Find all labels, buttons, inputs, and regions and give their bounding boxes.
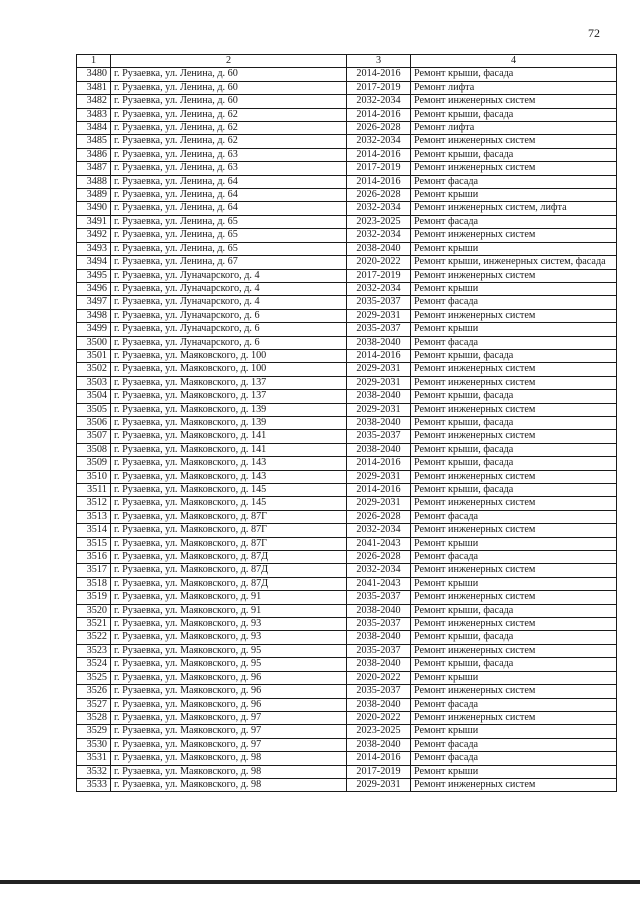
work-type-cell: Ремонт инженерных систем xyxy=(411,95,617,108)
row-number-cell: 3489 xyxy=(77,189,111,202)
table-row xyxy=(77,725,617,738)
work-type-cell: Ремонт инженерных систем xyxy=(411,497,617,510)
period-cell: 2035-2037 xyxy=(347,323,411,336)
row-number-cell: 3484 xyxy=(77,122,111,135)
row-number-cell: 3527 xyxy=(77,698,111,711)
row-number-cell: 3494 xyxy=(77,256,111,269)
table-row xyxy=(77,95,617,108)
row-number-cell: 3508 xyxy=(77,443,111,456)
table-row xyxy=(77,510,617,523)
period-cell: 2038-2040 xyxy=(347,416,411,429)
row-number-cell: 3520 xyxy=(77,604,111,617)
scan-bottom-edge xyxy=(0,880,640,884)
work-type-cell: Ремонт крыши xyxy=(411,282,617,295)
address-cell: г. Рузаевка, ул. Ленина, д. 60 xyxy=(111,81,347,94)
period-cell: 2038-2040 xyxy=(347,443,411,456)
row-number-cell: 3515 xyxy=(77,537,111,550)
address-cell: г. Рузаевка, ул. Ленина, д. 65 xyxy=(111,215,347,228)
address-cell: г. Рузаевка, ул. Маяковского, д. 100 xyxy=(111,349,347,362)
work-type-cell: Ремонт инженерных систем xyxy=(411,618,617,631)
period-cell: 2014-2016 xyxy=(347,108,411,121)
row-number-cell: 3503 xyxy=(77,376,111,389)
row-number-cell: 3493 xyxy=(77,242,111,255)
table-row xyxy=(77,202,617,215)
table-row xyxy=(77,671,617,684)
work-type-cell: Ремонт крыши, фасада xyxy=(411,484,617,497)
period-cell: 2026-2028 xyxy=(347,551,411,564)
work-type-cell: Ремонт инженерных систем xyxy=(411,309,617,322)
table-row xyxy=(77,577,617,590)
work-type-cell: Ремонт крыши xyxy=(411,323,617,336)
period-cell: 2035-2037 xyxy=(347,296,411,309)
address-cell: г. Рузаевка, ул. Маяковского, д. 97 xyxy=(111,711,347,724)
row-number-cell: 3529 xyxy=(77,725,111,738)
address-cell: г. Рузаевка, ул. Маяковского, д. 98 xyxy=(111,765,347,778)
period-cell: 2035-2037 xyxy=(347,591,411,604)
work-type-cell: Ремонт инженерных систем xyxy=(411,591,617,604)
address-cell: г. Рузаевка, ул. Маяковского, д. 141 xyxy=(111,430,347,443)
row-number-cell: 3532 xyxy=(77,765,111,778)
address-cell: г. Рузаевка, ул. Маяковского, д. 87Г xyxy=(111,537,347,550)
repair-schedule-table xyxy=(76,54,617,792)
row-number-cell: 3487 xyxy=(77,162,111,175)
table-row xyxy=(77,108,617,121)
table-row xyxy=(77,765,617,778)
row-number-cell: 3490 xyxy=(77,202,111,215)
table-row xyxy=(77,229,617,242)
address-cell: г. Рузаевка, ул. Маяковского, д. 139 xyxy=(111,416,347,429)
row-number-cell: 3510 xyxy=(77,470,111,483)
table-row xyxy=(77,175,617,188)
period-cell: 2020-2022 xyxy=(347,256,411,269)
table-row xyxy=(77,215,617,228)
row-number-cell: 3531 xyxy=(77,752,111,765)
row-number-cell: 3506 xyxy=(77,416,111,429)
table-row xyxy=(77,122,617,135)
row-number-cell: 3480 xyxy=(77,68,111,81)
address-cell: г. Рузаевка, ул. Ленина, д. 65 xyxy=(111,229,347,242)
period-cell: 2038-2040 xyxy=(347,390,411,403)
period-cell: 2032-2034 xyxy=(347,524,411,537)
work-type-cell: Ремонт крыши, инженерных систем, фасада xyxy=(411,256,617,269)
table-row xyxy=(77,497,617,510)
table-row xyxy=(77,336,617,349)
address-cell: г. Рузаевка, ул. Маяковского, д. 91 xyxy=(111,604,347,617)
work-type-cell: Ремонт крыши, фасада xyxy=(411,68,617,81)
table-row xyxy=(77,148,617,161)
address-cell: г. Рузаевка, ул. Маяковского, д. 93 xyxy=(111,618,347,631)
period-cell: 2038-2040 xyxy=(347,604,411,617)
row-number-cell: 3521 xyxy=(77,618,111,631)
period-cell: 2041-2043 xyxy=(347,577,411,590)
address-cell: г. Рузаевка, ул. Маяковского, д. 97 xyxy=(111,725,347,738)
work-type-cell: Ремонт инженерных систем xyxy=(411,524,617,537)
work-type-cell: Ремонт крыши, фасада xyxy=(411,416,617,429)
row-number-cell: 3505 xyxy=(77,403,111,416)
row-number-cell: 3495 xyxy=(77,269,111,282)
work-type-cell: Ремонт фасада xyxy=(411,336,617,349)
address-cell: г. Рузаевка, ул. Ленина, д. 64 xyxy=(111,189,347,202)
period-cell: 2032-2034 xyxy=(347,282,411,295)
table-row xyxy=(77,470,617,483)
row-number-cell: 3516 xyxy=(77,551,111,564)
period-cell: 2032-2034 xyxy=(347,202,411,215)
header-cell-address: 2 xyxy=(111,55,347,68)
address-cell: г. Рузаевка, ул. Ленина, д. 64 xyxy=(111,175,347,188)
address-cell: г. Рузаевка, ул. Маяковского, д. 87Г xyxy=(111,510,347,523)
row-number-cell: 3513 xyxy=(77,510,111,523)
table-row xyxy=(77,309,617,322)
period-cell: 2014-2016 xyxy=(347,752,411,765)
table-row xyxy=(77,296,617,309)
period-cell: 2014-2016 xyxy=(347,68,411,81)
address-cell: г. Рузаевка, ул. Луначарского, д. 6 xyxy=(111,336,347,349)
work-type-cell: Ремонт лифта xyxy=(411,81,617,94)
address-cell: г. Рузаевка, ул. Маяковского, д. 137 xyxy=(111,376,347,389)
period-cell: 2038-2040 xyxy=(347,698,411,711)
header-cell-number: 1 xyxy=(77,55,111,68)
header-cell-work: 4 xyxy=(411,55,617,68)
table-row xyxy=(77,752,617,765)
period-cell: 2032-2034 xyxy=(347,135,411,148)
table-row xyxy=(77,323,617,336)
address-cell: г. Рузаевка, ул. Маяковского, д. 143 xyxy=(111,470,347,483)
work-type-cell: Ремонт крыши, фасада xyxy=(411,108,617,121)
work-type-cell: Ремонт крыши xyxy=(411,242,617,255)
period-cell: 2038-2040 xyxy=(347,631,411,644)
period-cell: 2029-2031 xyxy=(347,470,411,483)
table-row xyxy=(77,242,617,255)
address-cell: г. Рузаевка, ул. Маяковского, д. 145 xyxy=(111,484,347,497)
period-cell: 2023-2025 xyxy=(347,215,411,228)
header-cell-period: 3 xyxy=(347,55,411,68)
address-cell: г. Рузаевка, ул. Маяковского, д. 98 xyxy=(111,778,347,791)
period-cell: 2017-2019 xyxy=(347,162,411,175)
period-cell: 2038-2040 xyxy=(347,658,411,671)
row-number-cell: 3483 xyxy=(77,108,111,121)
row-number-cell: 3522 xyxy=(77,631,111,644)
period-cell: 2029-2031 xyxy=(347,778,411,791)
period-cell: 2041-2043 xyxy=(347,537,411,550)
row-number-cell: 3500 xyxy=(77,336,111,349)
row-number-cell: 3512 xyxy=(77,497,111,510)
period-cell: 2026-2028 xyxy=(347,510,411,523)
table-row xyxy=(77,430,617,443)
address-cell: г. Рузаевка, ул. Маяковского, д. 96 xyxy=(111,671,347,684)
row-number-cell: 3509 xyxy=(77,457,111,470)
period-cell: 2014-2016 xyxy=(347,148,411,161)
period-cell: 2014-2016 xyxy=(347,457,411,470)
period-cell: 2029-2031 xyxy=(347,309,411,322)
row-number-cell: 3507 xyxy=(77,430,111,443)
work-type-cell: Ремонт инженерных систем xyxy=(411,685,617,698)
work-type-cell: Ремонт крыши, фасада xyxy=(411,658,617,671)
table-row xyxy=(77,711,617,724)
table-row xyxy=(77,363,617,376)
address-cell: г. Рузаевка, ул. Маяковского, д. 141 xyxy=(111,443,347,456)
table-row xyxy=(77,631,617,644)
period-cell: 2035-2037 xyxy=(347,644,411,657)
work-type-cell: Ремонт фасада xyxy=(411,175,617,188)
page-number: 72 xyxy=(588,26,600,40)
table-row xyxy=(77,604,617,617)
address-cell: г. Рузаевка, ул. Маяковского, д. 87Д xyxy=(111,577,347,590)
table-row xyxy=(77,162,617,175)
work-type-cell: Ремонт крыши, фасада xyxy=(411,443,617,456)
table-row xyxy=(77,698,617,711)
work-type-cell: Ремонт фасада xyxy=(411,551,617,564)
period-cell: 2035-2037 xyxy=(347,685,411,698)
period-cell: 2017-2019 xyxy=(347,765,411,778)
address-cell: г. Рузаевка, ул. Ленина, д. 63 xyxy=(111,148,347,161)
table-body xyxy=(77,55,617,792)
address-cell: г. Рузаевка, ул. Луначарского, д. 4 xyxy=(111,269,347,282)
row-number-cell: 3502 xyxy=(77,363,111,376)
work-type-cell: Ремонт фасада xyxy=(411,215,617,228)
work-type-cell: Ремонт инженерных систем xyxy=(411,269,617,282)
row-number-cell: 3497 xyxy=(77,296,111,309)
row-number-cell: 3518 xyxy=(77,577,111,590)
table-row xyxy=(77,658,617,671)
period-cell: 2029-2031 xyxy=(347,403,411,416)
work-type-cell: Ремонт инженерных систем xyxy=(411,470,617,483)
period-cell: 2032-2034 xyxy=(347,564,411,577)
work-type-cell: Ремонт крыши, фасада xyxy=(411,457,617,470)
address-cell: г. Рузаевка, ул. Луначарского, д. 4 xyxy=(111,282,347,295)
work-type-cell: Ремонт фасада xyxy=(411,752,617,765)
work-type-cell: Ремонт инженерных систем xyxy=(411,711,617,724)
table-row xyxy=(77,256,617,269)
row-number-cell: 3498 xyxy=(77,309,111,322)
address-cell: г. Рузаевка, ул. Маяковского, д. 98 xyxy=(111,752,347,765)
row-number-cell: 3511 xyxy=(77,484,111,497)
row-number-cell: 3491 xyxy=(77,215,111,228)
address-cell: г. Рузаевка, ул. Ленина, д. 65 xyxy=(111,242,347,255)
period-cell: 2020-2022 xyxy=(347,711,411,724)
work-type-cell: Ремонт инженерных систем xyxy=(411,644,617,657)
address-cell: г. Рузаевка, ул. Луначарского, д. 6 xyxy=(111,309,347,322)
address-cell: г. Рузаевка, ул. Маяковского, д. 96 xyxy=(111,698,347,711)
row-number-cell: 3530 xyxy=(77,738,111,751)
address-cell: г. Рузаевка, ул. Ленина, д. 67 xyxy=(111,256,347,269)
row-number-cell: 3481 xyxy=(77,81,111,94)
period-cell: 2029-2031 xyxy=(347,376,411,389)
table-row xyxy=(77,269,617,282)
table-row xyxy=(77,390,617,403)
table-row xyxy=(77,443,617,456)
table-row xyxy=(77,349,617,362)
period-cell: 2026-2028 xyxy=(347,189,411,202)
work-type-cell: Ремонт инженерных систем xyxy=(411,229,617,242)
address-cell: г. Рузаевка, ул. Маяковского, д. 95 xyxy=(111,658,347,671)
row-number-cell: 3517 xyxy=(77,564,111,577)
table-row xyxy=(77,564,617,577)
row-number-cell: 3496 xyxy=(77,282,111,295)
work-type-cell: Ремонт крыши, фасада xyxy=(411,349,617,362)
address-cell: г. Рузаевка, ул. Ленина, д. 62 xyxy=(111,108,347,121)
row-number-cell: 3514 xyxy=(77,524,111,537)
period-cell: 2017-2019 xyxy=(347,269,411,282)
address-cell: г. Рузаевка, ул. Маяковского, д. 97 xyxy=(111,738,347,751)
work-type-cell: Ремонт крыши xyxy=(411,537,617,550)
work-type-cell: Ремонт фасада xyxy=(411,296,617,309)
row-number-cell: 3499 xyxy=(77,323,111,336)
address-cell: г. Рузаевка, ул. Маяковского, д. 100 xyxy=(111,363,347,376)
table-row xyxy=(77,403,617,416)
row-number-cell: 3492 xyxy=(77,229,111,242)
row-number-cell: 3486 xyxy=(77,148,111,161)
address-cell: г. Рузаевка, ул. Маяковского, д. 145 xyxy=(111,497,347,510)
period-cell: 2038-2040 xyxy=(347,336,411,349)
work-type-cell: Ремонт фасада xyxy=(411,698,617,711)
period-cell: 2038-2040 xyxy=(347,242,411,255)
address-cell: г. Рузаевка, ул. Ленина, д. 64 xyxy=(111,202,347,215)
address-cell: г. Рузаевка, ул. Луначарского, д. 6 xyxy=(111,323,347,336)
row-number-cell: 3524 xyxy=(77,658,111,671)
table-row xyxy=(77,484,617,497)
work-type-cell: Ремонт крыши xyxy=(411,577,617,590)
period-cell: 2014-2016 xyxy=(347,349,411,362)
work-type-cell: Ремонт крыши xyxy=(411,671,617,684)
work-type-cell: Ремонт фасада xyxy=(411,510,617,523)
work-type-cell: Ремонт инженерных систем xyxy=(411,363,617,376)
table-row xyxy=(77,778,617,791)
work-type-cell: Ремонт инженерных систем xyxy=(411,135,617,148)
work-type-cell: Ремонт инженерных систем xyxy=(411,376,617,389)
address-cell: г. Рузаевка, ул. Маяковского, д. 91 xyxy=(111,591,347,604)
address-cell: г. Рузаевка, ул. Маяковского, д. 139 xyxy=(111,403,347,416)
work-type-cell: Ремонт крыши xyxy=(411,725,617,738)
period-cell: 2032-2034 xyxy=(347,229,411,242)
table-row xyxy=(77,376,617,389)
period-cell: 2035-2037 xyxy=(347,430,411,443)
row-number-cell: 3482 xyxy=(77,95,111,108)
period-cell: 2017-2019 xyxy=(347,81,411,94)
address-cell: г. Рузаевка, ул. Ленина, д. 63 xyxy=(111,162,347,175)
address-cell: г. Рузаевка, ул. Маяковского, д. 143 xyxy=(111,457,347,470)
address-cell: г. Рузаевка, ул. Ленина, д. 60 xyxy=(111,95,347,108)
address-cell: г. Рузаевка, ул. Луначарского, д. 4 xyxy=(111,296,347,309)
period-cell: 2038-2040 xyxy=(347,738,411,751)
work-type-cell: Ремонт инженерных систем xyxy=(411,430,617,443)
address-cell: г. Рузаевка, ул. Маяковского, д. 137 xyxy=(111,390,347,403)
period-cell: 2032-2034 xyxy=(347,95,411,108)
table-row xyxy=(77,537,617,550)
period-cell: 2014-2016 xyxy=(347,175,411,188)
work-type-cell: Ремонт крыши, фасада xyxy=(411,148,617,161)
row-number-cell: 3504 xyxy=(77,390,111,403)
row-number-cell: 3488 xyxy=(77,175,111,188)
table-row xyxy=(77,68,617,81)
table-row xyxy=(77,591,617,604)
table-row xyxy=(77,551,617,564)
work-type-cell: Ремонт лифта xyxy=(411,122,617,135)
table-row xyxy=(77,81,617,94)
work-type-cell: Ремонт крыши, фасада xyxy=(411,631,617,644)
period-cell: 2029-2031 xyxy=(347,497,411,510)
row-number-cell: 3525 xyxy=(77,671,111,684)
row-number-cell: 3523 xyxy=(77,644,111,657)
row-number-cell: 3485 xyxy=(77,135,111,148)
table-header-row xyxy=(77,55,617,68)
table-row xyxy=(77,416,617,429)
row-number-cell: 3533 xyxy=(77,778,111,791)
period-cell: 2020-2022 xyxy=(347,671,411,684)
address-cell: г. Рузаевка, ул. Маяковского, д. 95 xyxy=(111,644,347,657)
table-row xyxy=(77,457,617,470)
table-row xyxy=(77,738,617,751)
period-cell: 2035-2037 xyxy=(347,618,411,631)
work-type-cell: Ремонт крыши xyxy=(411,189,617,202)
address-cell: г. Рузаевка, ул. Ленина, д. 60 xyxy=(111,68,347,81)
address-cell: г. Рузаевка, ул. Маяковского, д. 96 xyxy=(111,685,347,698)
work-type-cell: Ремонт инженерных систем xyxy=(411,778,617,791)
table-row xyxy=(77,524,617,537)
table-row xyxy=(77,618,617,631)
work-type-cell: Ремонт инженерных систем xyxy=(411,162,617,175)
work-type-cell: Ремонт крыши xyxy=(411,765,617,778)
table-row xyxy=(77,189,617,202)
address-cell: г. Рузаевка, ул. Маяковского, д. 87Д xyxy=(111,551,347,564)
period-cell: 2029-2031 xyxy=(347,363,411,376)
table-row xyxy=(77,282,617,295)
work-type-cell: Ремонт крыши, фасада xyxy=(411,604,617,617)
table-row xyxy=(77,644,617,657)
address-cell: г. Рузаевка, ул. Маяковского, д. 87Д xyxy=(111,564,347,577)
period-cell: 2014-2016 xyxy=(347,484,411,497)
work-type-cell: Ремонт инженерных систем, лифта xyxy=(411,202,617,215)
table-row xyxy=(77,135,617,148)
row-number-cell: 3528 xyxy=(77,711,111,724)
address-cell: г. Рузаевка, ул. Маяковского, д. 93 xyxy=(111,631,347,644)
work-type-cell: Ремонт фасада xyxy=(411,738,617,751)
row-number-cell: 3519 xyxy=(77,591,111,604)
work-type-cell: Ремонт инженерных систем xyxy=(411,403,617,416)
work-type-cell: Ремонт крыши, фасада xyxy=(411,390,617,403)
period-cell: 2026-2028 xyxy=(347,122,411,135)
row-number-cell: 3526 xyxy=(77,685,111,698)
work-type-cell: Ремонт инженерных систем xyxy=(411,564,617,577)
address-cell: г. Рузаевка, ул. Ленина, д. 62 xyxy=(111,135,347,148)
row-number-cell: 3501 xyxy=(77,349,111,362)
address-cell: г. Рузаевка, ул. Ленина, д. 62 xyxy=(111,122,347,135)
table-row xyxy=(77,685,617,698)
period-cell: 2023-2025 xyxy=(347,725,411,738)
address-cell: г. Рузаевка, ул. Маяковского, д. 87Г xyxy=(111,524,347,537)
